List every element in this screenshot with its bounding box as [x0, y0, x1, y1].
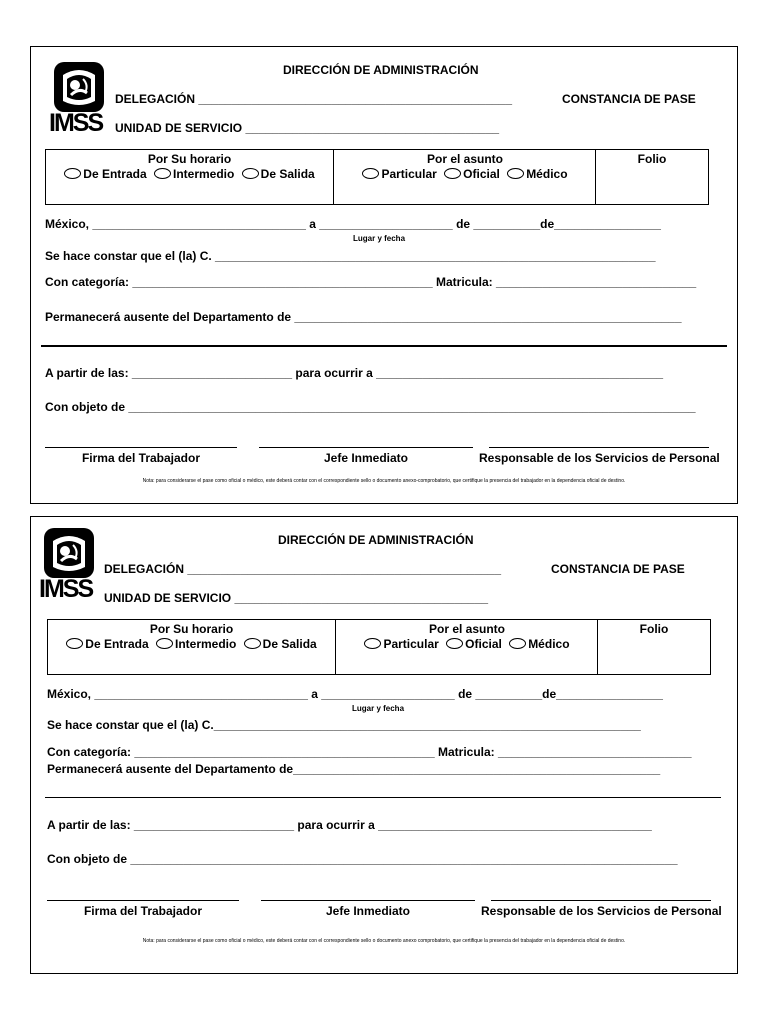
imss-emblem-icon [53, 61, 105, 113]
option-particular[interactable]: Particular [364, 637, 438, 651]
option-particular[interactable]: Particular [362, 167, 436, 181]
radio-circle-icon[interactable] [362, 168, 379, 179]
jefe-inmediato-label: Jefe Inmediato [323, 451, 409, 465]
constancia-title: CONSTANCIA DE PASE [551, 562, 685, 576]
footnote: Nota: para considerarse el pase como oficial o médico, este deberá contar con el correspondiente sello o documento anexo-comprobatorio, que certifique la presencia del trabajador en la dependencia oficial de destino. [142, 478, 626, 484]
pass-form-1 [30, 46, 738, 504]
unidad-servicio-field[interactable]: UNIDAD DE SERVICIO ______________________________________ [115, 121, 500, 135]
signature-line-jefe[interactable] [259, 447, 473, 448]
signature-line-responsable[interactable] [491, 900, 711, 901]
footnote: Nota: para considerarse el pase como oficial o médico, este deberá contar con el correspondiente sello o documento anexo comprobatorio, que certifique la presencia del trabajador en la dependencia oficial de destino. [142, 938, 626, 944]
jefe-inmediato-label: Jefe Inmediato [325, 904, 411, 918]
signature-line-jefe[interactable] [261, 900, 475, 901]
a-partir-field[interactable]: A partir de las: ________________________ para ocurrir a ___________________________________________ [45, 366, 664, 380]
ausente-field[interactable]: Permanecerá ausente del Departamento de_______________________________________________________ [47, 762, 661, 776]
imss-wordmark: IMSS [49, 109, 103, 137]
radio-circle-icon[interactable] [66, 638, 83, 649]
responsable-label: Responsable de los Servicios de Personal [479, 451, 720, 465]
pass-form-2 [30, 516, 738, 974]
signature-line-trabajador[interactable] [45, 447, 237, 448]
option-intermedio[interactable]: Intermedio [156, 637, 236, 651]
horario-header: Por Su horario [147, 152, 232, 166]
imss-wordmark: IMSS [39, 575, 93, 603]
radio-circle-icon[interactable] [64, 168, 81, 179]
radio-circle-icon[interactable] [444, 168, 461, 179]
asunto-cell [335, 620, 598, 674]
delegacion-field[interactable]: DELEGACIÓN _______________________________________________ [115, 92, 513, 106]
unidad-servicio-field[interactable]: UNIDAD DE SERVICIO ______________________________________ [104, 591, 489, 605]
horario-header: Por Su horario [149, 622, 234, 636]
lugar-fecha-label: Lugar y fecha [353, 234, 406, 243]
asunto-cell [333, 150, 596, 204]
option-de-salida[interactable]: De Salida [244, 637, 317, 651]
radio-circle-icon[interactable] [507, 168, 524, 179]
folio-cell[interactable] [597, 620, 710, 674]
imss-logo [39, 527, 103, 605]
firma-trabajador-label: Firma del Trabajador [83, 904, 203, 918]
ausente-field[interactable]: Permanecerá ausente del Departamento de __________________________________________________________ [45, 310, 682, 324]
folio-cell[interactable] [595, 150, 708, 204]
radio-circle-icon[interactable] [364, 638, 381, 649]
constancia-title: CONSTANCIA DE PASE [562, 92, 696, 106]
option-oficial[interactable]: Oficial [444, 167, 500, 181]
option-de-entrada[interactable]: De Entrada [66, 637, 148, 651]
folio-header: Folio [637, 152, 667, 166]
pass-type-box [47, 619, 711, 675]
radio-circle-icon[interactable] [154, 168, 171, 179]
folio-header: Folio [639, 622, 669, 636]
signature-line-responsable[interactable] [489, 447, 709, 448]
option-de-salida[interactable]: De Salida [242, 167, 315, 181]
header-title: DIRECCIÓN DE ADMINISTRACIÓN [283, 63, 479, 77]
objeto-field[interactable]: Con objeto de _____________________________________________________________________________________ [45, 400, 696, 414]
header-title: DIRECCIÓN DE ADMINISTRACIÓN [278, 533, 474, 547]
constar-field[interactable]: Se hace constar que el (la) C. __________________________________________________________________ [45, 249, 656, 263]
firma-trabajador-label: Firma del Trabajador [81, 451, 201, 465]
option-medico[interactable]: Médico [509, 637, 569, 651]
radio-circle-icon[interactable] [446, 638, 463, 649]
radio-circle-icon[interactable] [242, 168, 259, 179]
categoria-matricula-field[interactable]: Con categoría: _____________________________________________ Matricula: ______________________________ [45, 275, 697, 289]
radio-circle-icon[interactable] [244, 638, 261, 649]
constar-field[interactable]: Se hace constar que el (la) C.________________________________________________________________ [47, 718, 641, 732]
horario-cell [48, 620, 335, 674]
pass-type-box [45, 149, 709, 205]
responsable-label: Responsable de los Servicios de Personal [481, 904, 722, 918]
mexico-date-field[interactable]: México, ________________________________ a ____________________ de __________de________________ [47, 687, 663, 701]
horario-cell [46, 150, 333, 204]
categoria-matricula-field[interactable]: Con categoría: _____________________________________________ Matricula: _____________________________ [47, 745, 692, 759]
lugar-fecha-label: Lugar y fecha [352, 704, 405, 713]
radio-circle-icon[interactable] [156, 638, 173, 649]
option-medico[interactable]: Médico [507, 167, 567, 181]
radio-circle-icon[interactable] [509, 638, 526, 649]
option-intermedio[interactable]: Intermedio [154, 167, 234, 181]
signature-line-trabajador[interactable] [47, 900, 239, 901]
delegacion-field[interactable]: DELEGACIÓN _______________________________________________ [104, 562, 502, 576]
option-oficial[interactable]: Oficial [446, 637, 502, 651]
mexico-date-field[interactable]: México, ________________________________ a ____________________ de __________de________________ [45, 217, 661, 231]
section-divider [45, 797, 721, 798]
objeto-field[interactable]: Con objeto de __________________________________________________________________________________ [47, 852, 678, 866]
imss-logo [49, 61, 113, 139]
asunto-header: Por el asunto [426, 152, 503, 166]
section-divider [41, 345, 727, 347]
asunto-header: Por el asunto [428, 622, 505, 636]
a-partir-field[interactable]: A partir de las: ________________________ para ocurrir a _________________________________________ [47, 818, 652, 832]
imss-emblem-icon [43, 527, 95, 579]
option-de-entrada[interactable]: De Entrada [64, 167, 146, 181]
